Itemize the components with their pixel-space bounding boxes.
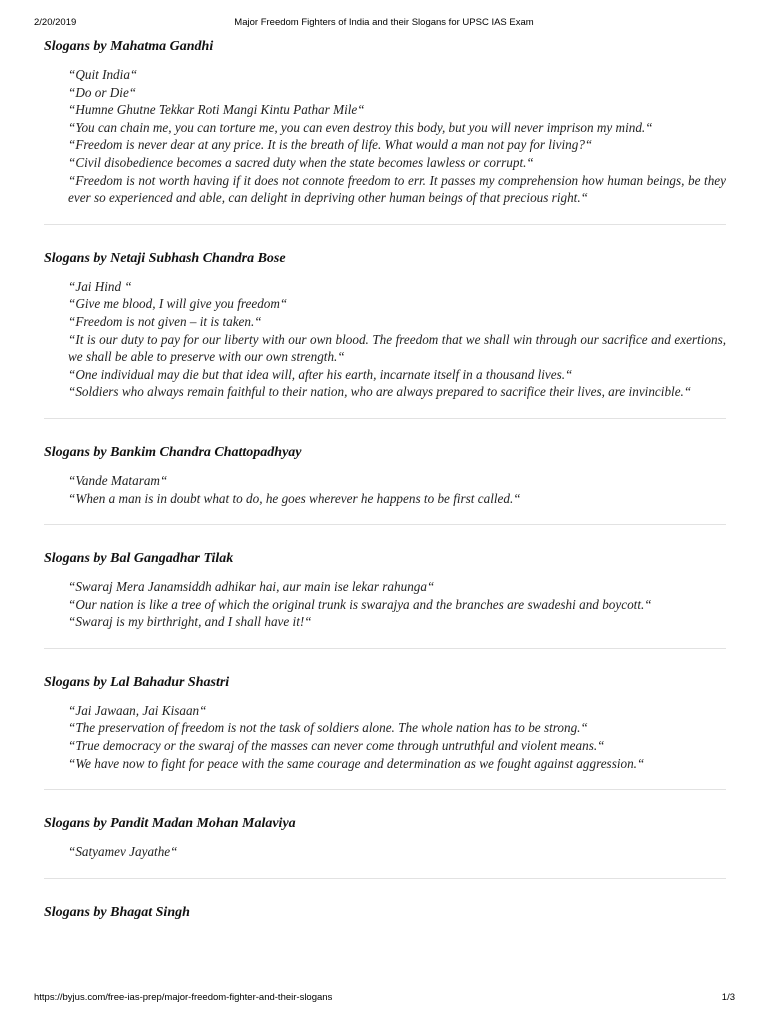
slogan-section bbox=[44, 38, 726, 207]
slogan-section bbox=[44, 444, 726, 507]
slogan-item: “Quit India“ bbox=[68, 67, 138, 82]
slogan-section bbox=[44, 904, 726, 922]
slogan-list bbox=[68, 66, 726, 207]
slogan-list bbox=[68, 278, 726, 401]
slogan-item: “We have now to fight for peace with the same courage and determination as we fought against aggression.“ bbox=[68, 755, 645, 771]
slogan-item: “Freedom is not worth having if it does not connote freedom to err. It passes my comprehension how human beings, be they ever so experienced and able, can delight in depriving other human beings of that precious right.“ bbox=[68, 172, 726, 206]
section-heading: Slogans by Pandit Madan Mohan Malaviya bbox=[44, 816, 296, 832]
section-divider bbox=[44, 648, 726, 649]
section-divider bbox=[44, 418, 726, 419]
slogan-item: “Freedom is never dear at any price. It is the breath of life. What would a man not pay for living?“ bbox=[68, 137, 593, 153]
slogan-item: “Freedom is not given – it is taken.“ bbox=[68, 313, 262, 329]
slogan-item: “Satyamev Jayathe“ bbox=[68, 844, 178, 860]
slogan-item: “When a man is in doubt what to do, he goes wherever he happens to be first called.“ bbox=[68, 490, 521, 506]
section-heading: Slogans by Bhagat Singh bbox=[44, 904, 190, 920]
slogan-item: “Soldiers who always remain faithful to their nation, who are always prepared to sacrifice their lives, are invincible.“ bbox=[68, 384, 692, 400]
section-heading: Slogans by Netaji Subhash Chandra Bose bbox=[44, 250, 286, 266]
slogan-list bbox=[68, 843, 726, 861]
section-heading: Slogans by Mahatma Gandhi bbox=[44, 39, 214, 54]
section-divider bbox=[44, 224, 726, 225]
page-content bbox=[44, 38, 726, 932]
slogan-item: “Swaraj Mera Janamsiddh adhikar hai, aur main ise lekar rahunga“ bbox=[68, 579, 435, 595]
slogan-section bbox=[44, 550, 726, 631]
section-heading: Slogans by Bal Gangadhar Tilak bbox=[44, 551, 234, 567]
section-divider bbox=[44, 789, 726, 790]
section-heading: Slogans by Lal Bahadur Shastri bbox=[44, 674, 230, 690]
slogan-item: “Swaraj is my birthright, and I shall have it!“ bbox=[68, 614, 312, 630]
slogan-item: “The preservation of freedom is not the task of soldiers alone. The whole nation has to be strong.“ bbox=[68, 720, 588, 736]
sections-container bbox=[44, 38, 726, 922]
slogan-item: “You can chain me, you can torture me, you can even destroy this body, but you will never imprison my mind.“ bbox=[68, 119, 653, 135]
slogan-item: “Do or Die“ bbox=[68, 84, 137, 100]
slogan-item: “Give me blood, I will give you freedom“ bbox=[68, 296, 288, 312]
slogan-list bbox=[68, 702, 726, 772]
slogan-item: “One individual may die but that idea will, after his earth, incarnate itself in a thousand lives.“ bbox=[68, 366, 573, 382]
slogan-item: “Jai Hind “ bbox=[68, 278, 132, 294]
slogan-item: “Vande Mataram“ bbox=[68, 472, 168, 488]
slogan-section bbox=[44, 674, 726, 772]
slogan-item: “It is our duty to pay for our liberty with our own blood. The freedom that we shall win through our sacrifice and exertions, we shall be able to preserve with our own strength.“ bbox=[68, 331, 726, 365]
slogan-section bbox=[44, 250, 726, 401]
section-divider bbox=[44, 878, 726, 879]
slogan-item: “Our nation is like a tree of which the original trunk is swarajya and the branches are swadeshi and boycott.“ bbox=[68, 596, 652, 612]
section-heading: Slogans by Bankim Chandra Chattopadhyay bbox=[44, 444, 302, 460]
section-divider bbox=[44, 524, 726, 525]
slogan-section bbox=[44, 815, 726, 861]
print-header bbox=[0, 17, 768, 31]
slogan-item: “Civil disobedience becomes a sacred duty when the state becomes lawless or corrupt.“ bbox=[68, 154, 534, 170]
print-footer bbox=[0, 992, 768, 1006]
print-date: 2/20/2019 bbox=[34, 17, 77, 28]
source-url[interactable]: https://byjus.com/free-ias-prep/major-freedom-fighter-and-their-slogans bbox=[34, 992, 333, 1003]
slogan-list bbox=[68, 578, 726, 631]
slogan-list bbox=[68, 472, 726, 507]
slogan-item: “Jai Jawaan, Jai Kisaan“ bbox=[68, 702, 207, 718]
page-number: 1/3 bbox=[721, 992, 735, 1003]
slogan-item: “True democracy or the swaraj of the masses can never come through untruthful and violent means.“ bbox=[68, 738, 605, 754]
document-title: Major Freedom Fighters of India and their Slogans for UPSC IAS Exam bbox=[234, 17, 534, 28]
slogan-item: “Humne Ghutne Tekkar Roti Mangi Kintu Pathar Mile“ bbox=[68, 102, 365, 118]
